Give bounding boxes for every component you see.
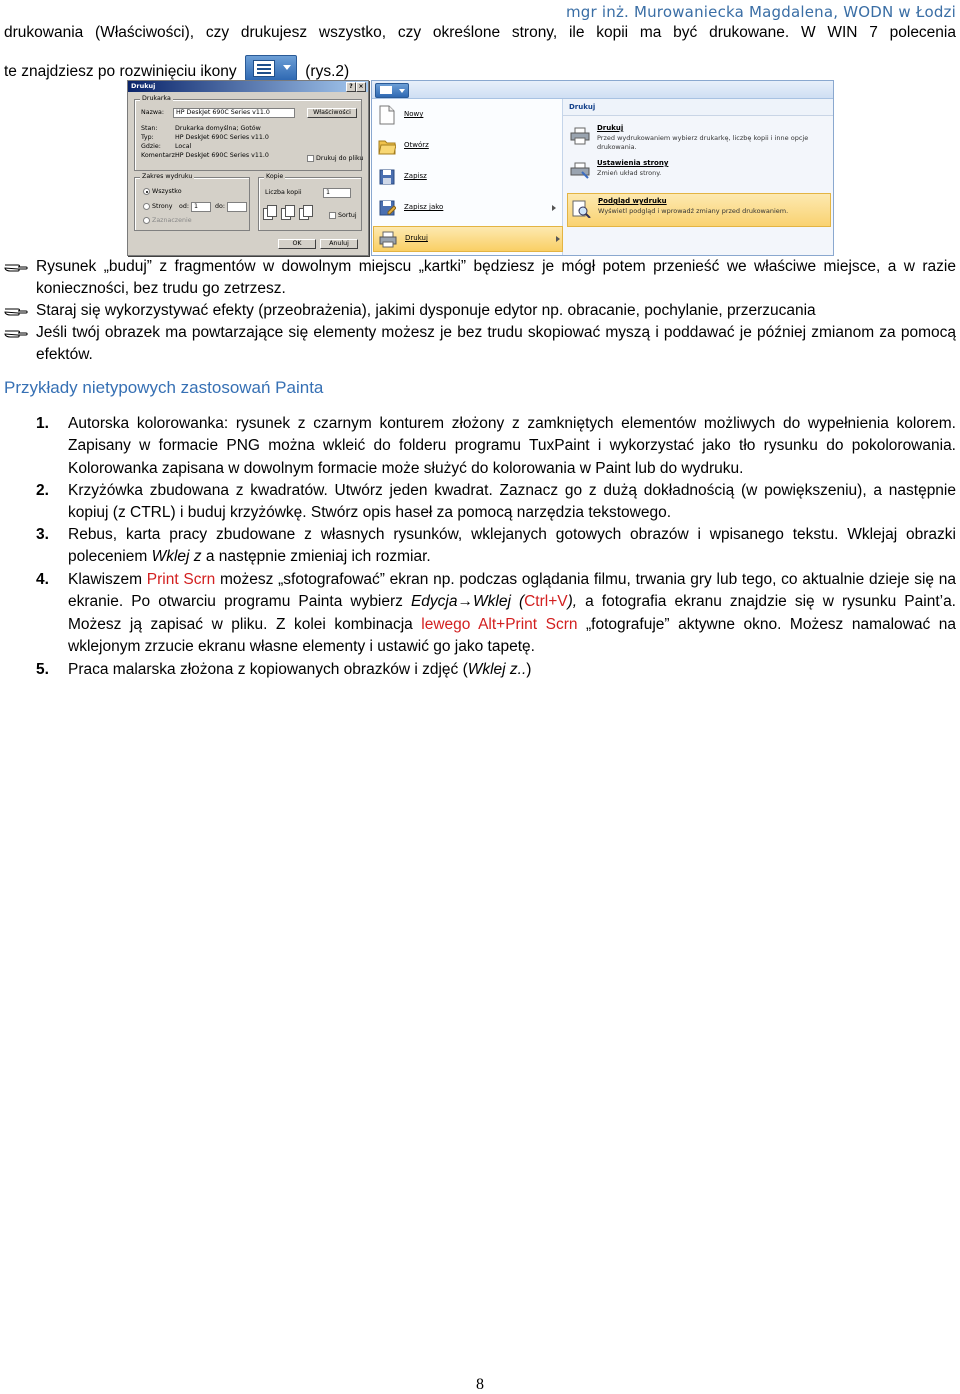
- status-label: Stan:: [141, 125, 158, 132]
- print-option-description: Przed wydrukowaniem wybierz drukarkę, liczbę kopii i inne opcje drukowania.: [597, 134, 809, 151]
- range-from-value: 1: [194, 203, 199, 210]
- print-option[interactable]: [567, 121, 829, 153]
- example-text: Krzyżówka zbudowana z kwadratów. Utwórz jeden kwadrat. Zaznacz go z dużą dokładnością (w powiększeniu), a następnie kopiuj (z CTRL) i buduj krzyżówkę. Stwórz opis haseł za pomocą narzędzia tekstowego.: [68, 482, 956, 522]
- menu-item-label: Drukuj: [405, 234, 428, 242]
- collate-label: Sortuj: [338, 212, 357, 219]
- range-to-label: do:: [215, 203, 225, 210]
- page-setup-option-description: Zmień układ strony.: [597, 169, 662, 177]
- where-label: Gdzie:: [141, 143, 161, 150]
- example-text: [68, 524, 956, 569]
- example-text-part: ): [526, 661, 532, 678]
- menu-path-part: Edycja: [410, 593, 458, 611]
- menu-item-open[interactable]: [378, 134, 558, 158]
- print-dialog-titlebar: [128, 81, 368, 92]
- range-pages-radio[interactable]: [143, 203, 150, 210]
- print-option-title: Drukuj: [597, 124, 624, 132]
- example-number: 5.: [36, 661, 49, 678]
- print-submenu-panel: [563, 99, 833, 255]
- example-command: Wklej z..: [467, 661, 527, 678]
- office-menu-figure: [371, 80, 834, 256]
- collate-page-icon: [267, 205, 277, 217]
- arrow-icon: →: [457, 593, 473, 611]
- save-disk-icon: [378, 167, 396, 187]
- print-preview-option-description: Wyświetl podgląd i wprowadź zmiany przed drukowaniem.: [598, 207, 789, 215]
- print-preview-icon: [571, 200, 591, 218]
- example-text-part: a fotografia ekranu znajdzie się w rysunku Paint’a. Możesz ją zapisać w pliku. Z kolei kombinacja: [68, 593, 956, 633]
- tip-item: [4, 256, 956, 300]
- example-number: 2.: [36, 482, 49, 499]
- comment-value: HP DeskJet 690C Series v11.0: [175, 152, 269, 159]
- intro-line-2-text: te znajdziesz po rozwinięciu ikony: [4, 63, 237, 81]
- office-menu-list: [372, 99, 563, 255]
- copies-label: Liczba kopii: [265, 189, 302, 196]
- copies-input[interactable]: [323, 188, 351, 198]
- page-setup-option-title: Ustawienia strony: [597, 159, 669, 167]
- office-button[interactable]: [375, 83, 409, 98]
- menu-item-save[interactable]: [378, 165, 558, 189]
- printer-icon: [379, 229, 397, 249]
- type-value: HP DeskJet 690C Series v11.0: [175, 134, 269, 141]
- range-all-label: Wszystko: [152, 188, 182, 195]
- printer-name-label: Nazwa:: [141, 109, 165, 116]
- example-item: [4, 569, 956, 659]
- menu-path-part: Wklej (: [473, 593, 525, 611]
- collate-page-icon: [285, 205, 295, 217]
- example-text-part: Klawiszem: [68, 571, 147, 588]
- tip-text: Rysunek „buduj” z fragmentów w dowolnym miejscu „kartki” będziesz je mógł potem przenieść we właściwe miejsce, a w razie konieczności, bez trudu go zetrzesz.: [36, 258, 956, 297]
- properties-button[interactable]: Właściwości: [307, 108, 357, 118]
- help-icon[interactable]: ?: [346, 82, 356, 92]
- save-as-icon: [378, 198, 396, 218]
- example-text-part: Rebus, karta pracy zbudowane z własnych rysunków, wklejanych gotowych obrazów i wpisanego tekstu. Wklejaj obrazki poleceniem: [68, 526, 956, 566]
- range-from-label: od:: [179, 203, 189, 210]
- page-header-author: mgr inż. Murowaniecka Magdalena, WODN w Łodzi: [566, 3, 956, 21]
- printer-name-select[interactable]: [173, 108, 295, 118]
- menu-item-label: Zapisz: [404, 172, 427, 180]
- print-dialog-figure: [127, 80, 369, 256]
- example-item: [4, 659, 956, 681]
- intro-line-1: drukowania (Właściwości), czy drukujesz wszystko, czy określone strony, ile kopii ma być drukowane. W WIN 7 polecenia: [4, 24, 956, 41]
- example-number: 4.: [36, 571, 49, 588]
- printer-icon: [570, 127, 590, 145]
- example-item: [4, 524, 956, 569]
- submenu-arrow-icon: [556, 236, 560, 242]
- open-folder-icon: [378, 136, 396, 156]
- example-text: Autorska kolorowanka: rysunek z czarnym konturem złożony z zamkniętych elementów możliwych do wypełnienia kolorem. Zapisany w formacie PNG można wkleić do folderu programu TuxPaint i wykorzystać jako tło rysunku do pokolorowania. Kolorowanka zapisana w dowolnym formacie może służyć do kolorowania w Paint lub do wydruku.: [68, 415, 956, 477]
- new-document-icon: [378, 105, 396, 125]
- type-label: Typ:: [141, 134, 154, 141]
- printer-name-value: HP DeskJet 690C Series v11.0: [176, 109, 270, 116]
- menu-item-new[interactable]: [378, 103, 558, 127]
- page-setup-icon: [570, 162, 590, 180]
- example-text: [68, 569, 956, 659]
- copies-group: [258, 173, 362, 231]
- range-all-radio[interactable]: [143, 188, 150, 195]
- close-icon[interactable]: ×: [356, 82, 366, 92]
- office-menu-topbar: [372, 81, 833, 99]
- print-range-label: Zakres wydruku: [142, 173, 193, 180]
- comment-label: Komentarz:: [141, 152, 178, 159]
- tip-text: Jeśli twój obrazek ma powtarzające się elementy możesz je bez trudu skopiować myszą i poddawać je później zmianom za pomocą efektów.: [36, 324, 956, 363]
- office-menu-icon: [245, 55, 297, 81]
- menu-item-save-as[interactable]: [378, 196, 558, 220]
- example-item: [4, 480, 956, 525]
- key-name: Ctrl+V: [524, 593, 568, 611]
- example-text: [68, 659, 956, 681]
- range-selection-label: Zaznaczenie: [152, 217, 192, 224]
- tip-item: [4, 300, 956, 322]
- range-selection-radio[interactable]: [143, 217, 150, 224]
- menu-path-part: ),: [567, 593, 578, 611]
- key-name: Print Scrn: [146, 571, 216, 588]
- where-value: Local: [175, 143, 192, 150]
- print-submenu-title: Drukuj: [563, 99, 833, 116]
- collate-checkbox[interactable]: [329, 212, 336, 219]
- cancel-button[interactable]: Anuluj: [320, 239, 358, 249]
- printer-group-label: Drukarka: [142, 95, 171, 102]
- section-heading: Przykłady nietypowych zastosowań Painta: [4, 378, 324, 397]
- example-number: 1.: [36, 415, 49, 432]
- menu-item-label: Nowy: [404, 110, 424, 118]
- menu-item-label: Zapisz jako: [404, 203, 444, 211]
- example-number: 3.: [36, 526, 49, 543]
- pointing-hand-icon: [4, 305, 28, 317]
- page-number: 8: [476, 1376, 484, 1393]
- pointing-hand-icon: [4, 261, 28, 273]
- page-setup-option[interactable]: [567, 156, 829, 188]
- example-text-part: możesz „sfotografować” ekran np. podczas oglądania filmu, trwania gry lub tego, co aktualnie dzieje się na ekranie. Po otwarciu programu Painta wybierz: [68, 571, 956, 611]
- printer-group: [134, 95, 364, 171]
- print-to-file-label: Drukuj do pliku: [316, 155, 364, 162]
- copies-value: 1: [326, 189, 331, 196]
- range-to-input[interactable]: [227, 202, 247, 212]
- print-to-file-checkbox[interactable]: [307, 155, 314, 162]
- example-item: [4, 413, 956, 480]
- example-text-part: Praca malarska złożona z kopiowanych obrazków i zdjęć (: [68, 661, 468, 678]
- print-range-group: [134, 173, 250, 231]
- figure-reference: (rys.2): [305, 63, 350, 81]
- submenu-arrow-icon: [552, 205, 556, 211]
- example-command: Wklej z: [151, 548, 202, 566]
- ok-button[interactable]: OK: [278, 239, 316, 249]
- copies-group-label: Kopie: [266, 173, 284, 180]
- collate-page-icon: [303, 205, 313, 217]
- tip-item: [4, 322, 956, 366]
- print-preview-option[interactable]: [567, 193, 831, 227]
- range-pages-label: Strony: [152, 203, 173, 210]
- menu-item-label: Otwórz: [404, 141, 429, 149]
- tip-text: Staraj się wykorzystywać efekty (przeobrażenia), jakimi dysponuje edytor np. obracanie, pochylanie, przerzucania: [36, 302, 816, 319]
- example-text-part: „fotografuje” aktywne okno. Możesz namalować na wklejonym zrzucie ekranu własne elementy i ustawić go jako tapetę.: [68, 615, 956, 656]
- example-text-part: a następnie zmieniaj ich rozmiar.: [201, 548, 431, 566]
- range-from-input[interactable]: [191, 202, 211, 212]
- menu-item-print[interactable]: [373, 226, 563, 252]
- status-value: Drukarka domyślna; Gotów: [175, 125, 261, 132]
- key-name: lewego Alt+Print Scrn: [421, 615, 578, 633]
- pointing-hand-icon: [4, 327, 28, 339]
- print-dialog-title: Drukuj: [131, 82, 156, 90]
- print-preview-option-title: Podgląd wydruku: [598, 197, 667, 205]
